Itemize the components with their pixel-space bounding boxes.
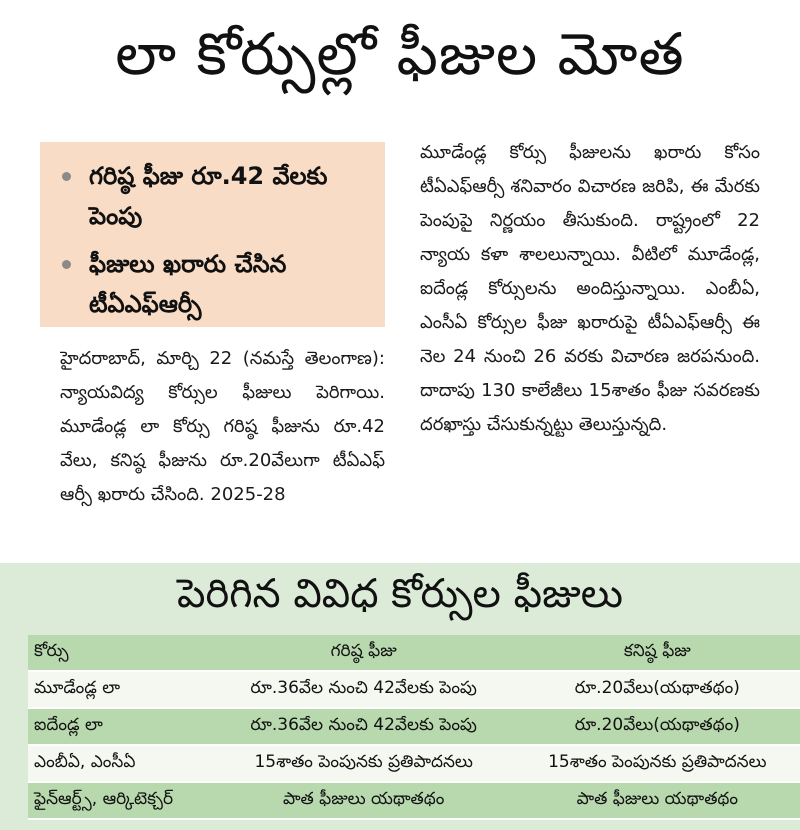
cell-max-fee: పాత ఫీజులు యథాతథం [213,782,515,819]
table-row [28,782,800,819]
header-min-fee: కనిష్ఠ ఫీజు [515,635,800,671]
table-row [28,708,800,745]
highlight-text: గరిష్ఠ ఫీజు రూ.42 వేలకు పెంపు [89,162,328,230]
article-right-text: మూడేండ్ల కోర్సు ఫీజులను ఖరారు కోసం టీఏఎఫ్ఆర్సీ శనివారం విచారణ జరిపి, ఈ మేరకు పెంపుపై నిర్ణయం తీసుకుంది. రాష్ట్రంలో 22 న్యాయ కళా శాలలున్నాయి. వీటిలో మూడేండ్ల, ఐదేండ్ల కోర్సులను అందిస్తున్నాయి. ఎంబీఏ, ఎంసీఏ కోర్సుల ఫీజు ఖరారుపై టీఏఎఫ్ఆర్సీ ఈ నెల 24 నుంచి 26 వరకు విచారణ జరపనుంది. దాదాపు 130 కాలేజీలు 15శాతం ఫీజు సవరణకు దరఖాస్తు చేసుకున్నట్టు తెలుస్తున్నది. [420,142,760,435]
header-course: కోర్సు [28,635,213,671]
cell-min-fee: రూ.20వేలు(యథాతథం) [515,708,800,745]
cell-course: ఫైన్ఆర్ట్స్, ఆర్కిటెక్చర్ [28,782,213,819]
highlights-box [40,142,385,327]
headline: లా కోర్సుల్లో ఫీజుల మోత [115,19,685,88]
cell-max-fee: రూ.36వేల నుంచి 42వేలకు పెంపు [213,708,515,745]
article-right-column [420,136,760,556]
highlight-item [62,156,371,236]
cell-min-fee: రూ.20వేలు(యథాతథం) [515,671,800,708]
cell-max-fee: రూ.36వేల నుంచి 42వేలకు పెంపు [213,671,515,708]
fees-table-section [0,563,800,830]
bullet-icon [62,172,71,181]
table-title: పెరిగిన వివిధ కోర్సుల ఫీజులు [177,571,623,617]
table-header-row [28,635,800,671]
cell-min-fee: పాత ఫీజులు యథాతథం [515,782,800,819]
cell-course: మూడేండ్ల లా [28,671,213,708]
bullet-icon [62,260,71,269]
cell-min-fee: 15శాతం పెంపునకు ప్రతిపాదనలు [515,745,800,782]
cell-course: ఐదేండ్ల లా [28,708,213,745]
article-left-column: హైదరాబాద్, మార్చి 22 (నమస్తే తెలంగాణ): న్యాయవిద్య కోర్సుల ఫీజులు పెరిగాయి. మూడేండ్ల లా కోర్సు గరిష్ఠ ఫీజును రూ.42 వేలు, కనిష్ఠ ఫీజును రూ.20వేలుగా టీఏఎఫ్ ఆర్సీ ఖరారు చేసింది. 2025-28 [60,348,385,505]
table-row [28,671,800,708]
table-row [28,745,800,782]
highlight-text: ఫీజులు ఖరారు చేసిన టీఏఎఫ్‌ఆర్సీ [89,250,287,318]
cell-max-fee: 15శాతం పెంపునకు ప్రతిపాదనలు [213,745,515,782]
highlight-item [62,244,371,324]
fees-table [28,635,800,820]
cell-course: ఎంబీఏ, ఎంసీఏ [28,745,213,782]
header-max-fee: గరిష్ఠ ఫీజు [213,635,515,671]
